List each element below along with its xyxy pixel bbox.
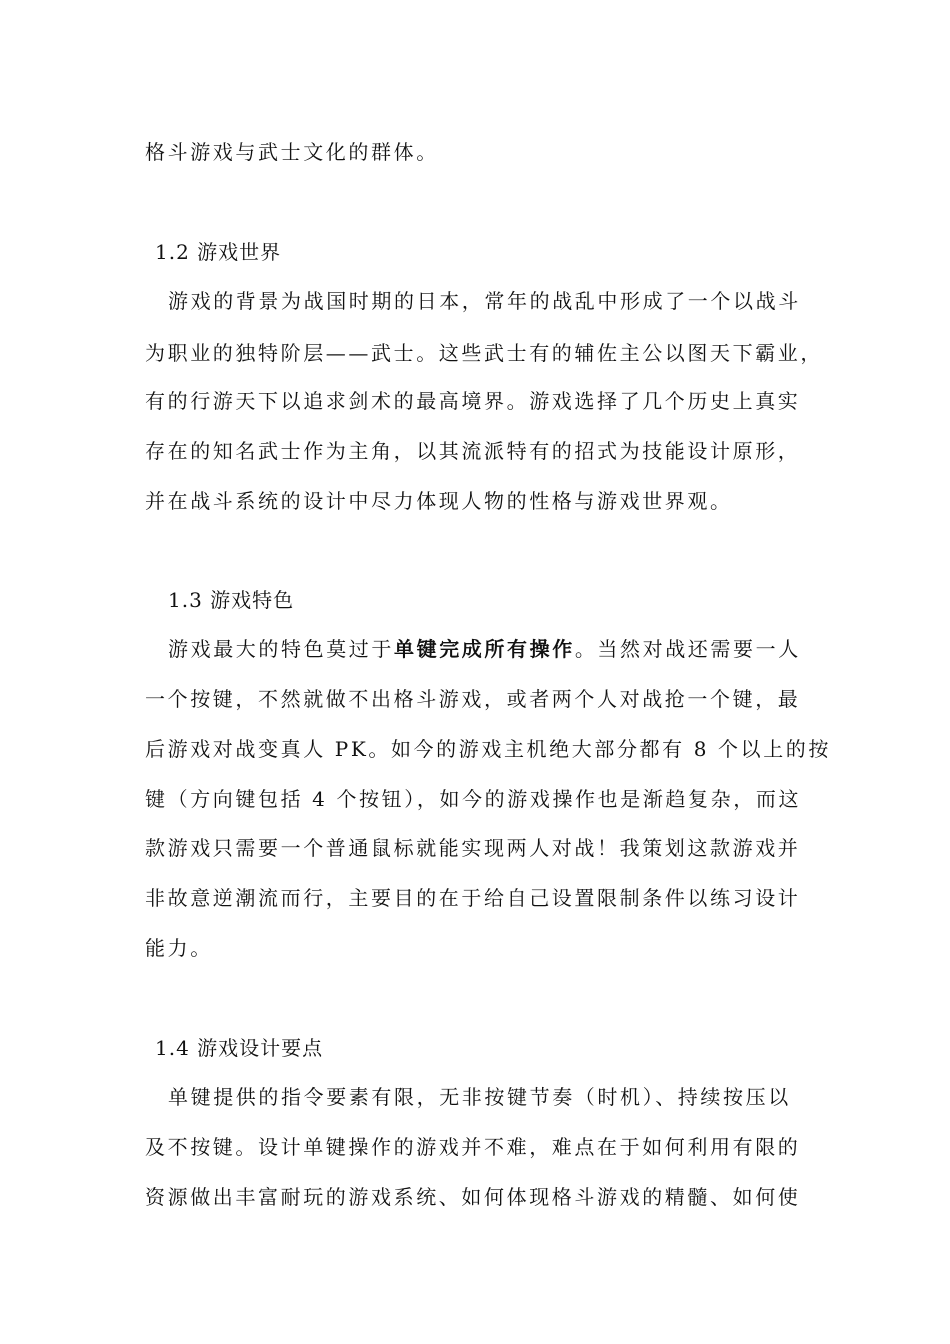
section-1-2-heading: 1.2 游戏世界 [155, 240, 282, 264]
section-1-3-line-7: 能力。 [145, 936, 213, 960]
section-1-3-heading: 1.3 游戏特色 [168, 588, 295, 612]
section-1-4-line-1: 单键提供的指令要素有限，无非按键节奏（时机）、持续按压以 [168, 1085, 791, 1109]
section-1-3-line-1-post: 。当然对战还需要一人 [574, 637, 801, 661]
section-1-3-line-3: 后游戏对战变真人 PK。如今的游戏主机绝大部分都有 8 个以上的按 [145, 737, 831, 761]
section-1-3-emphasis: 单键完成所有操作 [394, 637, 575, 661]
section-1-2-line-5: 并在战斗系统的设计中尽力体现人物的性格与游戏世界观。 [145, 489, 733, 513]
section-1-3-line-4: 键（方向键包括 4 个按钮），如今的游戏操作也是渐趋复杂，而这 [145, 787, 802, 811]
section-1-3-line-1 [168, 637, 801, 661]
section-1-2-line-2: 为职业的独特阶层——武士。这些武士有的辅佐主公以图天下霸业， [145, 341, 823, 365]
section-1-4-heading: 1.4 游戏设计要点 [155, 1036, 324, 1060]
section-1-4-line-2: 及不按键。设计单键操作的游戏并不难，难点在于如何利用有限的 [145, 1135, 801, 1159]
section-1-3-line-5: 款游戏只需要一个普通鼠标就能实现两人对战！我策划这款游戏并 [145, 836, 801, 860]
section-1-4-line-3: 资源做出丰富耐玩的游戏系统、如何体现格斗游戏的精髓、如何使 [145, 1185, 801, 1209]
section-1-3-line-1-pre: 游戏最大的特色莫过于 [168, 637, 394, 661]
section-1-2-line-1: 游戏的背景为战国时期的日本，常年的战乱中形成了一个以战斗 [168, 289, 801, 313]
section-1-3-line-6: 非故意逆潮流而行，主要目的在于给自己设置限制条件以练习设计 [145, 886, 801, 910]
intro-line-1: 格斗游戏与武士文化的群体。 [145, 140, 439, 164]
section-1-2-line-3: 有的行游天下以追求剑术的最高境界。游戏选择了几个历史上真实 [145, 389, 801, 413]
section-1-2-line-4: 存在的知名武士作为主角，以其流派特有的招式为技能设计原形， [145, 439, 801, 463]
section-1-3-line-2: 一个按键，不然就做不出格斗游戏，或者两个人对战抢一个键，最 [145, 687, 801, 711]
